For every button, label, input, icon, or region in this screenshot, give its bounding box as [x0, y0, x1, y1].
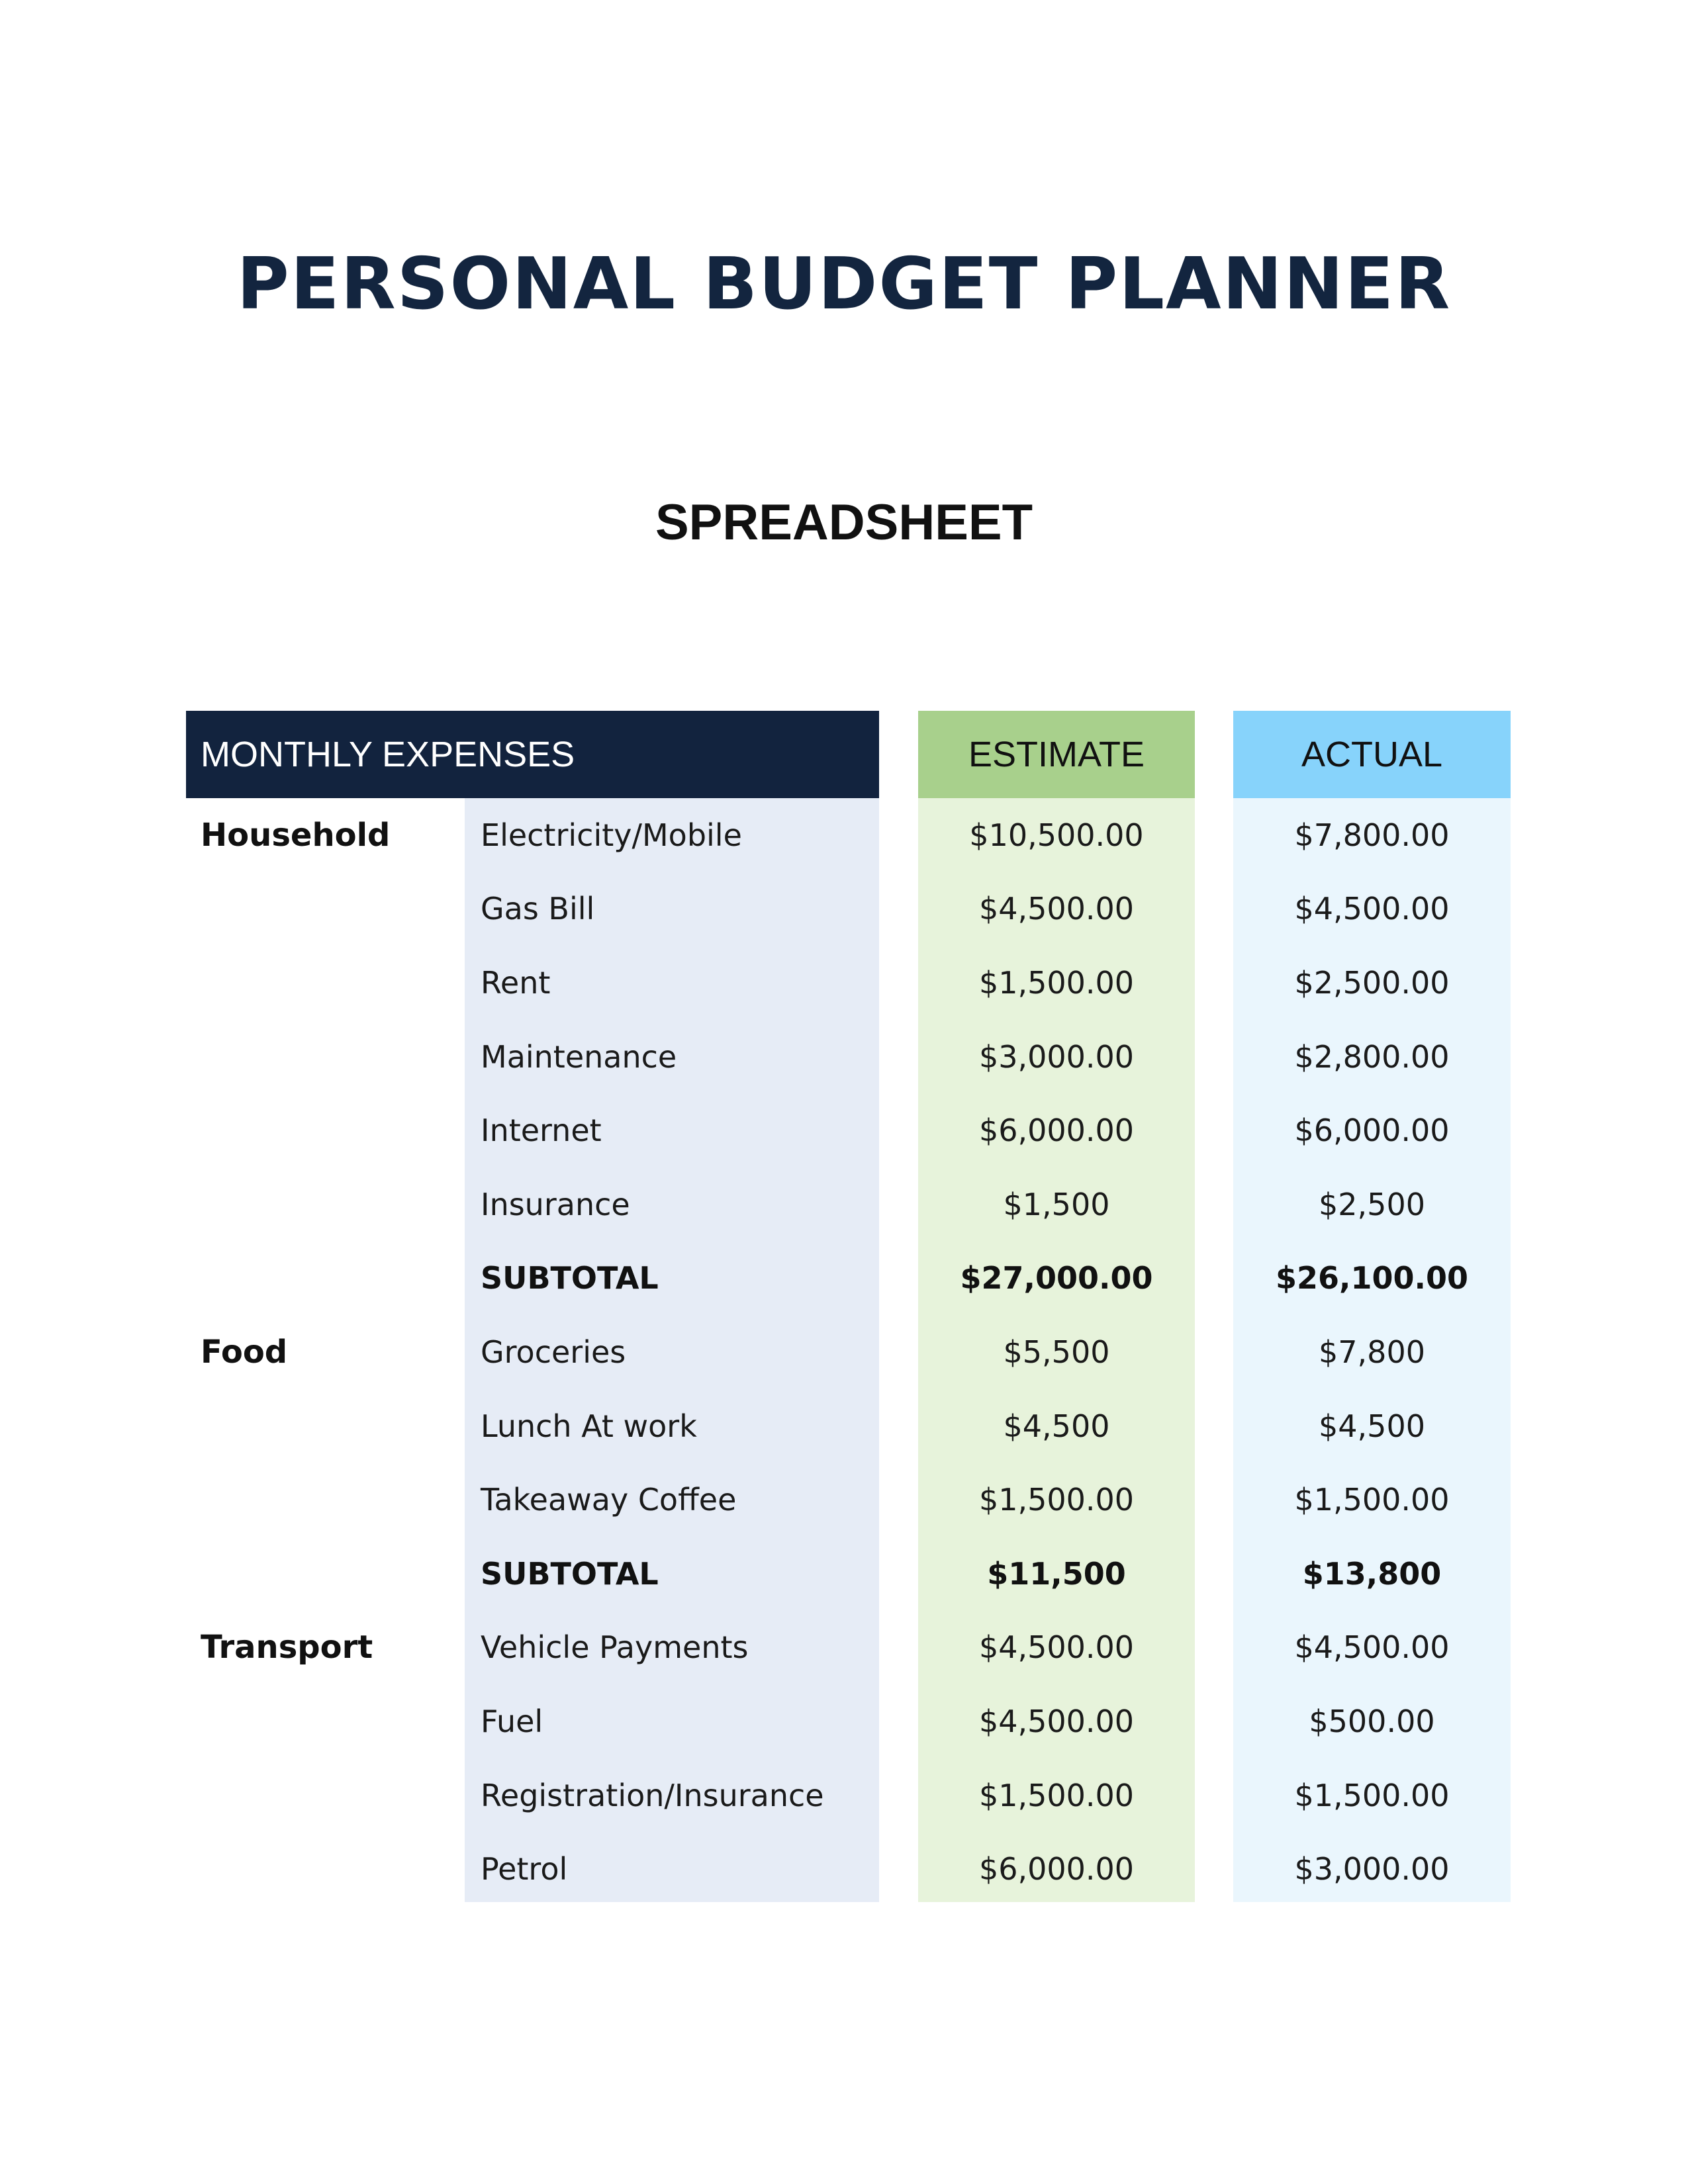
expense-item: Insurance [481, 1186, 630, 1222]
actual-value: $500.00 [1309, 1703, 1435, 1739]
actual-header: ACTUAL [1233, 711, 1511, 798]
expense-item: Gas Bill [481, 891, 595, 927]
table-row [0, 1684, 1688, 1758]
estimate-value: $4,500 [1003, 1408, 1110, 1444]
expense-item: Maintenance [481, 1038, 677, 1075]
table-row [0, 1832, 1688, 1906]
subtotal-row [0, 1537, 1688, 1611]
actual-value: $1,500.00 [1294, 1482, 1450, 1518]
budget-table-body [0, 798, 1688, 1906]
subtotal-label: SUBTOTAL [481, 1555, 659, 1592]
monthly-expenses-header: MONTHLY EXPENSES [186, 711, 879, 798]
actual-value: $7,800.00 [1294, 817, 1450, 853]
table-row [0, 1167, 1688, 1242]
estimate-value: $1,500 [1003, 1186, 1110, 1222]
actual-value: $7,800 [1319, 1334, 1425, 1370]
page-subtitle: SPREADSHEET [655, 494, 1033, 551]
table-row [0, 798, 1688, 872]
estimate-value: $1,500.00 [978, 1482, 1135, 1518]
actual-value: $6,000.00 [1294, 1113, 1450, 1149]
expense-item: Vehicle Payments [481, 1629, 749, 1666]
actual-subtotal: $26,100.00 [1275, 1260, 1468, 1297]
expense-item: Fuel [481, 1703, 543, 1739]
category-label: Food [201, 1333, 288, 1371]
estimate-header: ESTIMATE [918, 711, 1195, 798]
estimate-value: $1,500.00 [978, 1777, 1135, 1813]
estimate-value: $3,000.00 [978, 1038, 1135, 1075]
actual-value: $1,500.00 [1294, 1777, 1450, 1813]
actual-value: $4,500.00 [1294, 891, 1450, 927]
actual-value: $2,800.00 [1294, 1038, 1450, 1075]
estimate-value: $4,500.00 [978, 891, 1135, 927]
actual-value: $2,500.00 [1294, 964, 1450, 1001]
expense-item: Groceries [481, 1334, 626, 1370]
expense-item: Electricity/Mobile [481, 817, 742, 853]
estimate-value: $4,500.00 [978, 1629, 1135, 1666]
expense-item: Registration/Insurance [481, 1777, 824, 1813]
expense-item: Petrol [481, 1851, 568, 1888]
estimate-value: $4,500.00 [978, 1703, 1135, 1739]
expense-item: Lunch At work [481, 1408, 697, 1444]
table-row [0, 1020, 1688, 1094]
estimate-value: $5,500 [1003, 1334, 1110, 1370]
estimate-value: $6,000.00 [978, 1113, 1135, 1149]
table-row [0, 1758, 1688, 1833]
table-row [0, 872, 1688, 946]
table-row [0, 1315, 1688, 1389]
table-row [0, 1611, 1688, 1685]
page-title: PERSONAL BUDGET PLANNER [236, 243, 1452, 326]
expense-item: Takeaway Coffee [481, 1482, 737, 1518]
expense-item: Rent [481, 964, 551, 1001]
category-label: Transport [201, 1629, 373, 1666]
subtotal-row [0, 1242, 1688, 1316]
actual-value: $4,500 [1319, 1408, 1425, 1444]
category-label: Household [201, 816, 391, 854]
estimate-subtotal: $11,500 [987, 1555, 1126, 1592]
actual-value: $4,500.00 [1294, 1629, 1450, 1666]
subtotal-label: SUBTOTAL [481, 1260, 659, 1297]
actual-value: $3,000.00 [1294, 1851, 1450, 1888]
table-row [0, 1389, 1688, 1463]
estimate-subtotal: $27,000.00 [960, 1260, 1153, 1297]
actual-subtotal: $13,800 [1302, 1555, 1442, 1592]
estimate-value: $6,000.00 [978, 1851, 1135, 1888]
actual-value: $2,500 [1319, 1186, 1425, 1222]
expense-item: Internet [481, 1113, 602, 1149]
table-row [0, 946, 1688, 1020]
estimate-value: $10,500.00 [969, 817, 1144, 853]
estimate-value: $1,500.00 [978, 964, 1135, 1001]
table-row [0, 1463, 1688, 1537]
table-row [0, 1093, 1688, 1167]
